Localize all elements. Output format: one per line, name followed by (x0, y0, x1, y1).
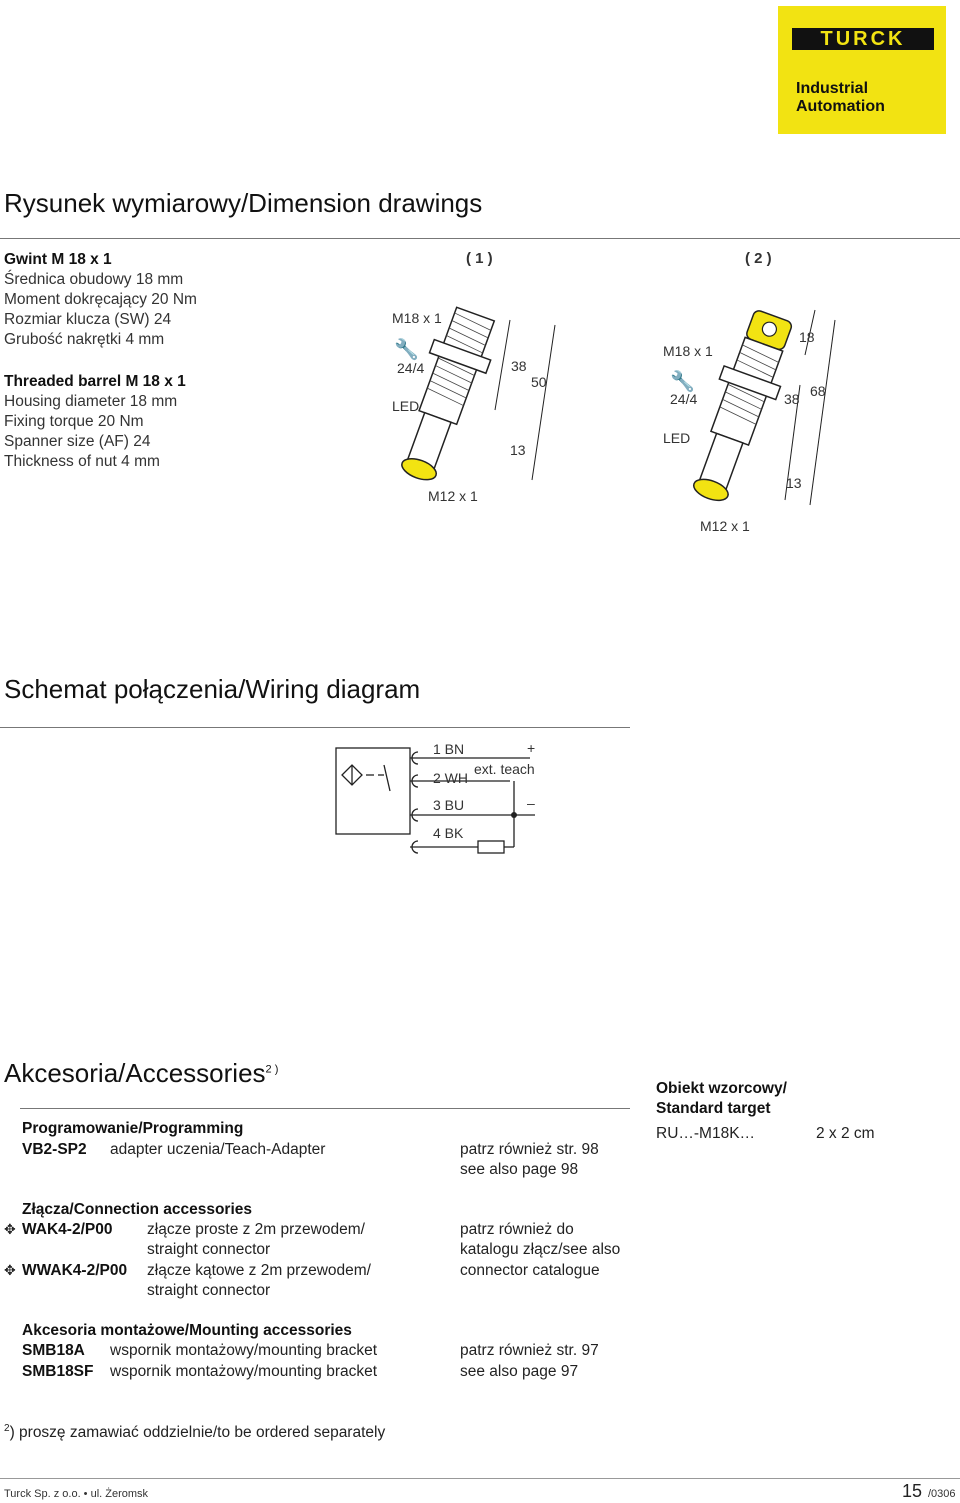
accessories-rule (20, 1108, 630, 1109)
footer-page-number: 15 (902, 1481, 923, 1501)
fig1-dim-13: 13 (510, 442, 526, 458)
fig2-dim-68: 68 (810, 383, 826, 399)
spec-en-4: Thickness of nut 4 mm (4, 453, 160, 470)
programming-ref-pl: patrz również str. 98 (460, 1141, 599, 1158)
plus-label: + (527, 740, 536, 756)
footnote-ref-mark: 2 ) (265, 1063, 279, 1076)
spec-pl-3: Rozmiar klucza (SW) 24 (4, 311, 172, 328)
connection-title: Złącza/Connection accessories (22, 1201, 253, 1218)
wrench-icon: 🔧 (394, 339, 419, 361)
connection-ref-1: patrz również do (460, 1221, 574, 1238)
accessories-heading-text: Akcesoria/Accessories (4, 1058, 266, 1088)
ext-teach-label: ext. teach (474, 761, 535, 777)
spec-en-3: Spanner size (AF) 24 (4, 433, 151, 450)
logo-line-automation: Automation (796, 98, 885, 115)
mounting-code-2: SMB18SF (22, 1363, 94, 1380)
footer-rule (0, 1478, 960, 1479)
fig1-dim-50: 50 (531, 374, 547, 390)
accessories-heading (4, 1058, 278, 1089)
fig1-led-label: LED (392, 398, 420, 414)
spec-english (4, 372, 186, 472)
spec-en-2: Fixing torque 20 Nm (4, 413, 144, 430)
spec-pl-0: Gwint M 18 x 1 (4, 251, 112, 268)
sensor-drawing-2 (660, 290, 850, 530)
fig2-thread-label: M18 x 1 (663, 343, 713, 359)
fig2-dim-13: 13 (786, 475, 802, 491)
connection-ref-3: connector catalogue (460, 1262, 600, 1279)
footnote-text: ) proszę zamawiać oddzielnie/to be ordered separately (9, 1424, 386, 1442)
mounting-code-1: SMB18A (22, 1342, 85, 1359)
footer-company: Turck Sp. z o.o. • ul. Żeromsk (4, 1488, 149, 1500)
mounting-desc-1: wspornik montażowy/mounting bracket (110, 1342, 378, 1359)
connector-plug-icon-2: ✥ (4, 1262, 16, 1278)
programming-desc: adapter uczenia/Teach-Adapter (110, 1141, 326, 1158)
turck-logo (778, 6, 946, 134)
mounting-title: Akcesoria montażowe/Mounting accessories (22, 1322, 352, 1339)
minus-label: – (527, 795, 535, 811)
logo-line-industrial: Industrial (796, 80, 869, 97)
fig1-dim-38: 38 (511, 358, 527, 374)
fig2-dim-38: 38 (784, 391, 800, 407)
fig2-dim-18: 18 (799, 329, 815, 345)
spec-polish (4, 250, 197, 350)
section-rule (0, 238, 960, 239)
target-code: RU…-M18K… (656, 1125, 756, 1142)
spec-en-0: Threaded barrel M 18 x 1 (4, 373, 186, 390)
programming-code: VB2-SP2 (22, 1141, 87, 1158)
programming-ref-en: see also page 98 (460, 1161, 579, 1178)
pin-4-label: 4 BK (433, 825, 464, 841)
wiring-rule (0, 727, 630, 728)
mounting-ref-1: patrz również str. 97 (460, 1342, 599, 1359)
footnote-mark: 2 (4, 1423, 10, 1434)
connection-ref-2: katalogu złącz/see also (460, 1241, 621, 1258)
fig2-label: ( 2 ) (745, 250, 772, 267)
pin-3-label: 3 BU (433, 797, 465, 813)
connection-desc-1b: straight connector (147, 1241, 271, 1258)
connection-code-2: WWAK4-2/P00 (22, 1262, 128, 1279)
fig1-nut-label: 24/4 (397, 360, 425, 376)
pin-1-label: 1 BN (433, 741, 465, 757)
programming-title: Programowanie/Programming (22, 1120, 244, 1137)
mounting-ref-2: see also page 97 (460, 1363, 579, 1380)
connection-desc-1a: złącze proste z 2m przewodem/ (147, 1221, 365, 1238)
wrench-icon-2: 🔧 (670, 371, 695, 393)
fig2-nut-label: 24/4 (670, 391, 698, 407)
connection-desc-2b: straight connector (147, 1282, 271, 1299)
fig2-led-label: LED (663, 430, 691, 446)
mounting-desc-2: wspornik montażowy/mounting bracket (110, 1363, 378, 1380)
fig2-connector-label: M12 x 1 (700, 518, 750, 534)
fig1-label: ( 1 ) (466, 250, 493, 267)
target-size: 2 x 2 cm (816, 1125, 875, 1142)
wiring-heading: Schemat połączenia/Wiring diagram (4, 674, 421, 704)
connection-desc-2a: złącze kątowe z 2m przewodem/ (147, 1262, 371, 1279)
spec-en-1: Housing diameter 18 mm (4, 393, 178, 410)
target-title-en: Standard target (656, 1100, 771, 1117)
connection-code-1: WAK4-2/P00 (22, 1221, 113, 1238)
footnote (4, 1423, 385, 1442)
fig1-thread-label: M18 x 1 (392, 310, 442, 326)
spec-pl-1: Średnica obudowy 18 mm (4, 271, 184, 288)
spec-pl-4: Grubość nakrętki 4 mm (4, 331, 165, 348)
dimension-heading: Rysunek wymiarowy/Dimension drawings (4, 188, 483, 218)
target-title-pl: Obiekt wzorcowy/ (656, 1080, 787, 1097)
fig1-connector-label: M12 x 1 (428, 488, 478, 504)
pin-2-label: 2 WH (433, 770, 468, 786)
spec-pl-2: Moment dokręcający 20 Nm (4, 291, 197, 308)
logo-wordmark: TURCK (792, 28, 934, 50)
footer-edition: /0306 (928, 1488, 956, 1500)
connector-plug-icon: ✥ (4, 1221, 16, 1237)
